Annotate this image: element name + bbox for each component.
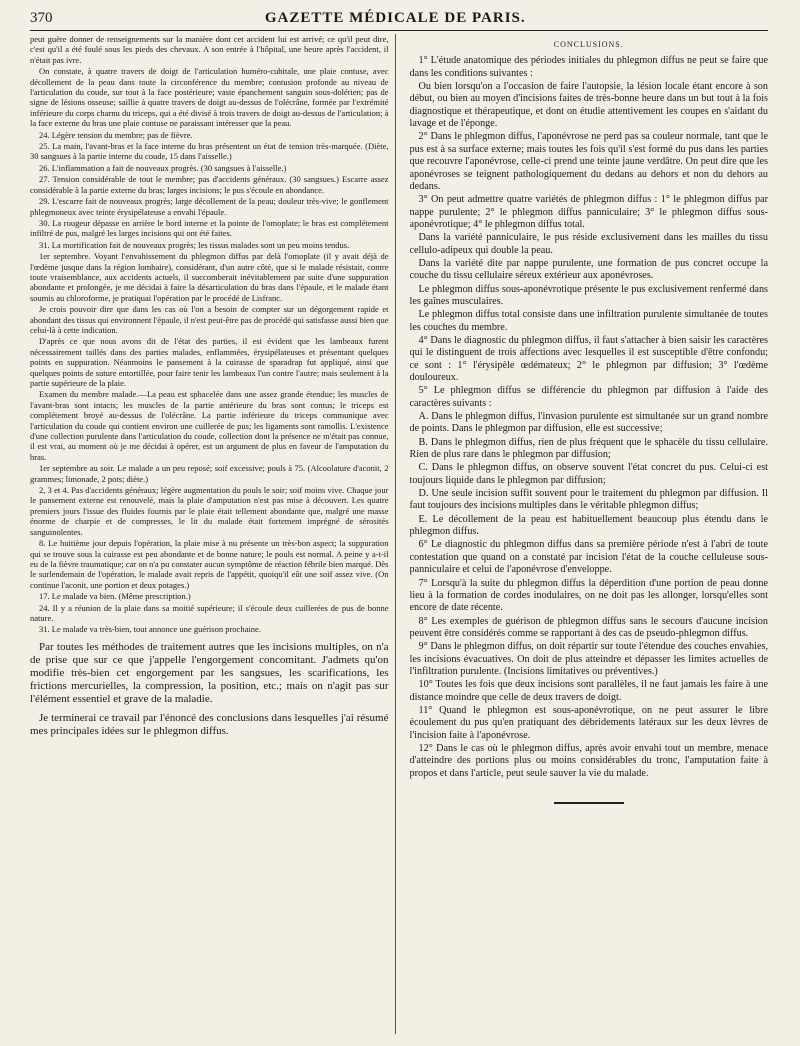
paragraph: 30. La rougeur dépasse en arrière le bord interne et la pointe de l'omoplate; le bras est complétement infiltré de pus, malgré les larges incisions qui ont été faites. xyxy=(30,217,389,239)
paragraph: A. Dans le phlegmon diffus, l'invasion purulente est simultanée sur un grand nombre de points. Dans le phlegmon par diffusion, elle est successive; xyxy=(409,411,768,435)
paragraph: Je terminerai ce travail par l'énoncé des conclusions dans lesquelles j'ai résumé mes principales idées sur le phlegmon diffus. xyxy=(30,711,389,737)
paragraph: 11° Quand le phlegmon est sous-aponévrotique, on ne peut assurer le libre écoulement du pus qu'en pratiquant des débridements latéraux sur les deux lèvres de l'incision faite à l'aponévrose. xyxy=(409,704,768,741)
section-title: CONCLUSIONS. xyxy=(553,40,624,49)
paragraph: D'après ce que nous avons dit de l'état des parties, il est évident que les lambeaux furent nécessairement taillés dans des parties malades, enflammées, érysipélateuses et présentant quelques points en suppuration. Néanmoins le pansement à la cuirasse de sparadrap fut appliqué, ainsi que quelques points de suture entortillée, pour faire tenir les lambeaux l'un contre l'autre; mais seulement à la partie supérieure de la plaie. xyxy=(30,336,389,388)
page-number: 370 xyxy=(30,10,53,26)
paragraph: 24. Il y a réunion de la plaie dans sa moitié supérieure; il s'écoule deux cuillerées de pus de bonne nature. xyxy=(30,602,389,623)
paragraph: 8. Le huitième jour depuis l'opération, la plaie mise à nu présente un très-bon aspect; la suppuration qui se trouve sous la cuirasse est peu abondante et de bonne nature; le pouls est normal. A peine y a-t-il eu de la fièvre traumatique; car on n'a pu constater aucun symptôme de réaction fébrile bien marqué. Dès le surlendemain de l'opération, le malade avait repris de l'appétit, quoiqu'il eût une soif assez vive. (On continue l'aconit, une portion et deux potages.) xyxy=(30,538,389,590)
paragraph: B. Dans le phlegmon diffus, rien de plus fréquent que le sphacèle du tissu cellulaire. Rien de plus rare dans le phlegmon par diffusion; xyxy=(409,436,768,461)
paragraph: 2, 3 et 4. Pas d'accidents généraux; légère augmentation du pouls le soir; soif moins vive. Chaque jour le pansement externe est renouvelé, mais la plaie d'amputation n'est pas mise à découvert. Les quatre premiers jours l'issue des fluides fournis par le plaie était tellement abondante que, malgré une masse énorme de charpie et de compresses, le lit du malade était fortement imprégné de sérosités sanguinolentes. xyxy=(30,485,389,537)
paragraph: 3° On peut admettre quatre variétés de phlegmon diffus : 1° le phlegmon diffus par nappe purulente; 2° le phlegmon diffus panniculaire; 3° le phlegmon diffus sous-aponévrotique; 4° le phlegmon diffus total. xyxy=(409,194,768,230)
paragraph: Ou bien lorsqu'on a l'occasion de faire l'autopsie, la lésion locale étant encore à son début, ou bien au moyen d'incisions faites de très-bonne heure dans un but tout à la fois diagnostique et thérapeutique, et dont on étudie attentivement les coupes en s'aidant du lavage et de l'éponge. xyxy=(409,81,768,130)
article-columns xyxy=(30,34,768,1034)
paragraph: 7° Lorsqu'à la suite du phlegmon diffus la déperdition d'une portion de peau donne lieu à la formation de cordes inodulaires, on ne doit pas les allonger, lorsqu'elles sont encore de date récente. xyxy=(409,577,768,614)
paragraph: 6° Le diagnostic du phlegmon diffus dans sa première période n'est à l'abri de toute contestation que quand on a constaté par incision l'état de la couche celluleuse sous-panniculaire et celui de l'aponévrose d'enveloppe. xyxy=(409,539,768,576)
paragraph: 29. L'escarre fait de nouveaux progrès; large décollement de la peau; douleur très-vive; le gonflement phlegmoneux avec teinte érysipélateuse a envahi l'épaule. xyxy=(30,196,389,217)
paragraph: 1° L'étude anatomique des périodes initiales du phlegmon diffus ne peut se faire que dans les conditions suivantes : xyxy=(409,55,768,79)
paragraph: D. Une seule incision suffit souvent pour le traitement du phlegmon par diffusion. Il faut toujours des incisions multiples dans le véritable phlegmon diffus; xyxy=(409,488,768,512)
paragraph: 1er septembre au soir. Le malade a un peu reposé; soif excessive; pouls à 75. (Alcoolature d'aconit, 2 grammes; limonade, 2 pots; diète.) xyxy=(30,463,389,484)
paragraph: 12° Dans le cas où le phlegmon diffus, après avoir envahi tout un membre, menace d'atteindre des portions plus ou moins considérables du tronc, l'amputation faite à propos et dans l'article, peut seule sauver la vie du malade. xyxy=(409,742,768,779)
paragraph: Examen du membre malade.—La peau est sphacelée dans une assez grande étendue; les muscles de l'avant-bras sont intacts; les muscles de la partie antérieure du bras sont contus; le triceps est complétement broyé au-dessus de l'olécrâne. La partie inférieure du triceps communique avec l'articulation du coude qui contient environ une cuillerée de pus; les ligaments sont ramollis. L'existence d'une collection purulente dans l'articulation du coude, collection dont la présence ne m'était pas connue, il est vrai, au moment où je me décidai à opérer, est un argument de plus en faveur de l'amputation du bras. xyxy=(30,389,389,462)
paragraph: 31. La mortification fait de nouveaux progrès; les tissus malades sont un peu moins tendus. xyxy=(39,239,350,250)
journal-title: GAZETTE MÉDICALE DE PARIS. xyxy=(264,10,526,26)
paragraph: On constate, à quatre travers de doigt de l'articulation huméro-cubitale, une plaie contuse, avec décollement de la peau dans toute la circonférence du membre; contusion profonde au niveau de l'articulation du coude, sur tout à la face postérieure; vaste épanchement sanguin sous-dolérien; pas de signe de lésions osseuse; saillie à quatre travers de doigt au-dessus de l'olécrâne, formée par l'extrémité inférieure du corps charnu du triceps, qui a été divisé à trois travers de doigt au-dessus de l'articulation; à la face externe du bras une plaie contuse ne paraissant intéresser que la peau. xyxy=(30,66,389,129)
page-header xyxy=(30,10,768,31)
paragraph: 24. Légère tension du membre; pas de fièvre. xyxy=(39,129,193,140)
left-column xyxy=(30,34,396,1034)
paragraph: 17. Le malade va bien. (Même prescription.) xyxy=(39,591,191,602)
paragraph: Par toutes les méthodes de traitement autres que les incisions multiples, on n'a de prise que sur ce que j'appelle l'engorgement concomitant. J'admets qu'on modifie très-bien cet engorgement par les sangsues, les scarifications, les frictions mercurielles, la compression, la position, etc.; mais on n'agit pas sur l'élément essentiel et grave de la maladie. xyxy=(30,640,389,705)
paragraph: C. Dans le phlegmon diffus, on observe souvent l'état concret du pus. Celui-ci est toujours liquide dans le phlegmon par diffusion; xyxy=(409,462,768,486)
paragraph: Dans la variété panniculaire, le pus réside exclusivement dans les mailles du tissu cellulo-adipeux qui double la peau. xyxy=(409,232,768,256)
paragraph: 27. Tension considérable de tout le membre; pas d'accidents généraux. (30 sangsues.) Escarre assez considérable à la partie externe du bras; larges incisions; le pus s'écoule en abondance. xyxy=(30,174,389,195)
paragraph: Je crois pouvoir dire que dans les cas où l'on a besoin de compter sur un dégorgement rapide et abondant des tissus qui environnent l'épaule, il n'est peut-être pas de procédé qui satisfasse aussi bien que celui-là à cette indication. xyxy=(30,304,389,335)
paragraph: 8° Les exemples de guérison de phlegmon diffus sans le secours d'aucune incision peuvent être considérés comme se rapportant à des cas de pseudo-phlegmon diffus. xyxy=(409,615,768,639)
paragraph: peut guère donner de renseignements sur la manière dont cet accident lui est arrivé; ce qu'il peut dire, c'est qu'il a été foulé sous les pieds des chevaux. A son entrée à l'hôpital, une heure après l'accident, il n'était pas ivre. xyxy=(30,34,389,65)
paragraph: 25. La main, l'avant-bras et la face interne du bras présentent un état de tension très-marquée. (Diète, 30 sangsues à la partie interne du coude, 15 dans l'aisselle.) xyxy=(30,141,389,162)
paragraph: 4° Dans le diagnostic du phlegmon diffus, il faut s'attacher à bien saisir les caractères qui le distinguent de trois affections avec lesquelles il est susceptible d'être confondu; ce sont : 1° l'érysipèle œdémateux; 2° le phlegmon par diffusion; 3° l'œdème douloureux. xyxy=(409,334,768,383)
paragraph: 26. L'inflammation a fait de nouveaux progrès. (30 sangsues à l'aisselle.) xyxy=(39,162,287,173)
paragraph: Dans la variété dite par nappe purulente, une formation de pus concret occupe la couche du tissu cellulaire séreux extérieur aux aponévroses. xyxy=(409,257,768,282)
paragraph: E. Le décollement de la peau est habituellement beaucoup plus étendu dans le phlegmon diffus. xyxy=(409,513,768,538)
paragraph: 31. Le malade va très-bien, tout annonce une guérison prochaine. xyxy=(39,624,261,635)
paragraph: 2° Dans le phlegmon diffus, l'aponévrose ne perd pas sa couleur normale, tant que le pus est à sa surface externe; mais toutes les fois qu'il s'est formé du pus dans les parties que recouvre l'aponévrose, celle-ci prend une teinte jaune verdâtre. On peut dire que les aponévroses se teignent pathologiquement du dedans au dehors et non du dehors au dedans. xyxy=(409,131,768,192)
end-rule xyxy=(554,802,624,804)
paragraph: 1er septembre. Voyant l'envahissement du phlegmon diffus par delà l'omoplate (il y avait déjà de l'œdème jusque dans la région lombaire), considérant, d'un autre côté, que si le malade résistait, contre toute vraisemblance, aux accidents actuels, il succomberait inévitablement par suite d'une suppuration abondante et prolongée, je me décidai à faire la désarticulation du bras dans l'épaule, et le malade étant soumis au chloroforme, je pratiquai l'opération par le procédé de Lisfranc. xyxy=(30,251,389,303)
paragraph: 5° Le phlegmon diffus se différencie du phlegmon par diffusion à l'aide des caractères suivants : xyxy=(409,385,768,409)
paragraph: 9° Dans le phlegmon diffus, on doit répartir sur toute l'étendue des couches envahies, les incisions évacuatives. On doit de plus atteindre et dépasser les limites actuelles de l'infiltration purulente. (Incisions limitatives ou préventives.) xyxy=(409,641,768,677)
paragraph: Le phlegmon diffus sous-aponévrotique présente le pus exclusivement renfermé dans les gaînes musculaires. xyxy=(409,283,768,307)
right-column xyxy=(410,34,769,1034)
paragraph: Le phlegmon diffus total consiste dans une infiltration purulente simultanée de toutes les couches du membre. xyxy=(409,309,768,333)
paragraph: 10° Toutes les fois que deux incisions sont parallèles, il ne faut jamais les faire à une distance moindre que celle de deux travers de doigt. xyxy=(409,679,768,703)
